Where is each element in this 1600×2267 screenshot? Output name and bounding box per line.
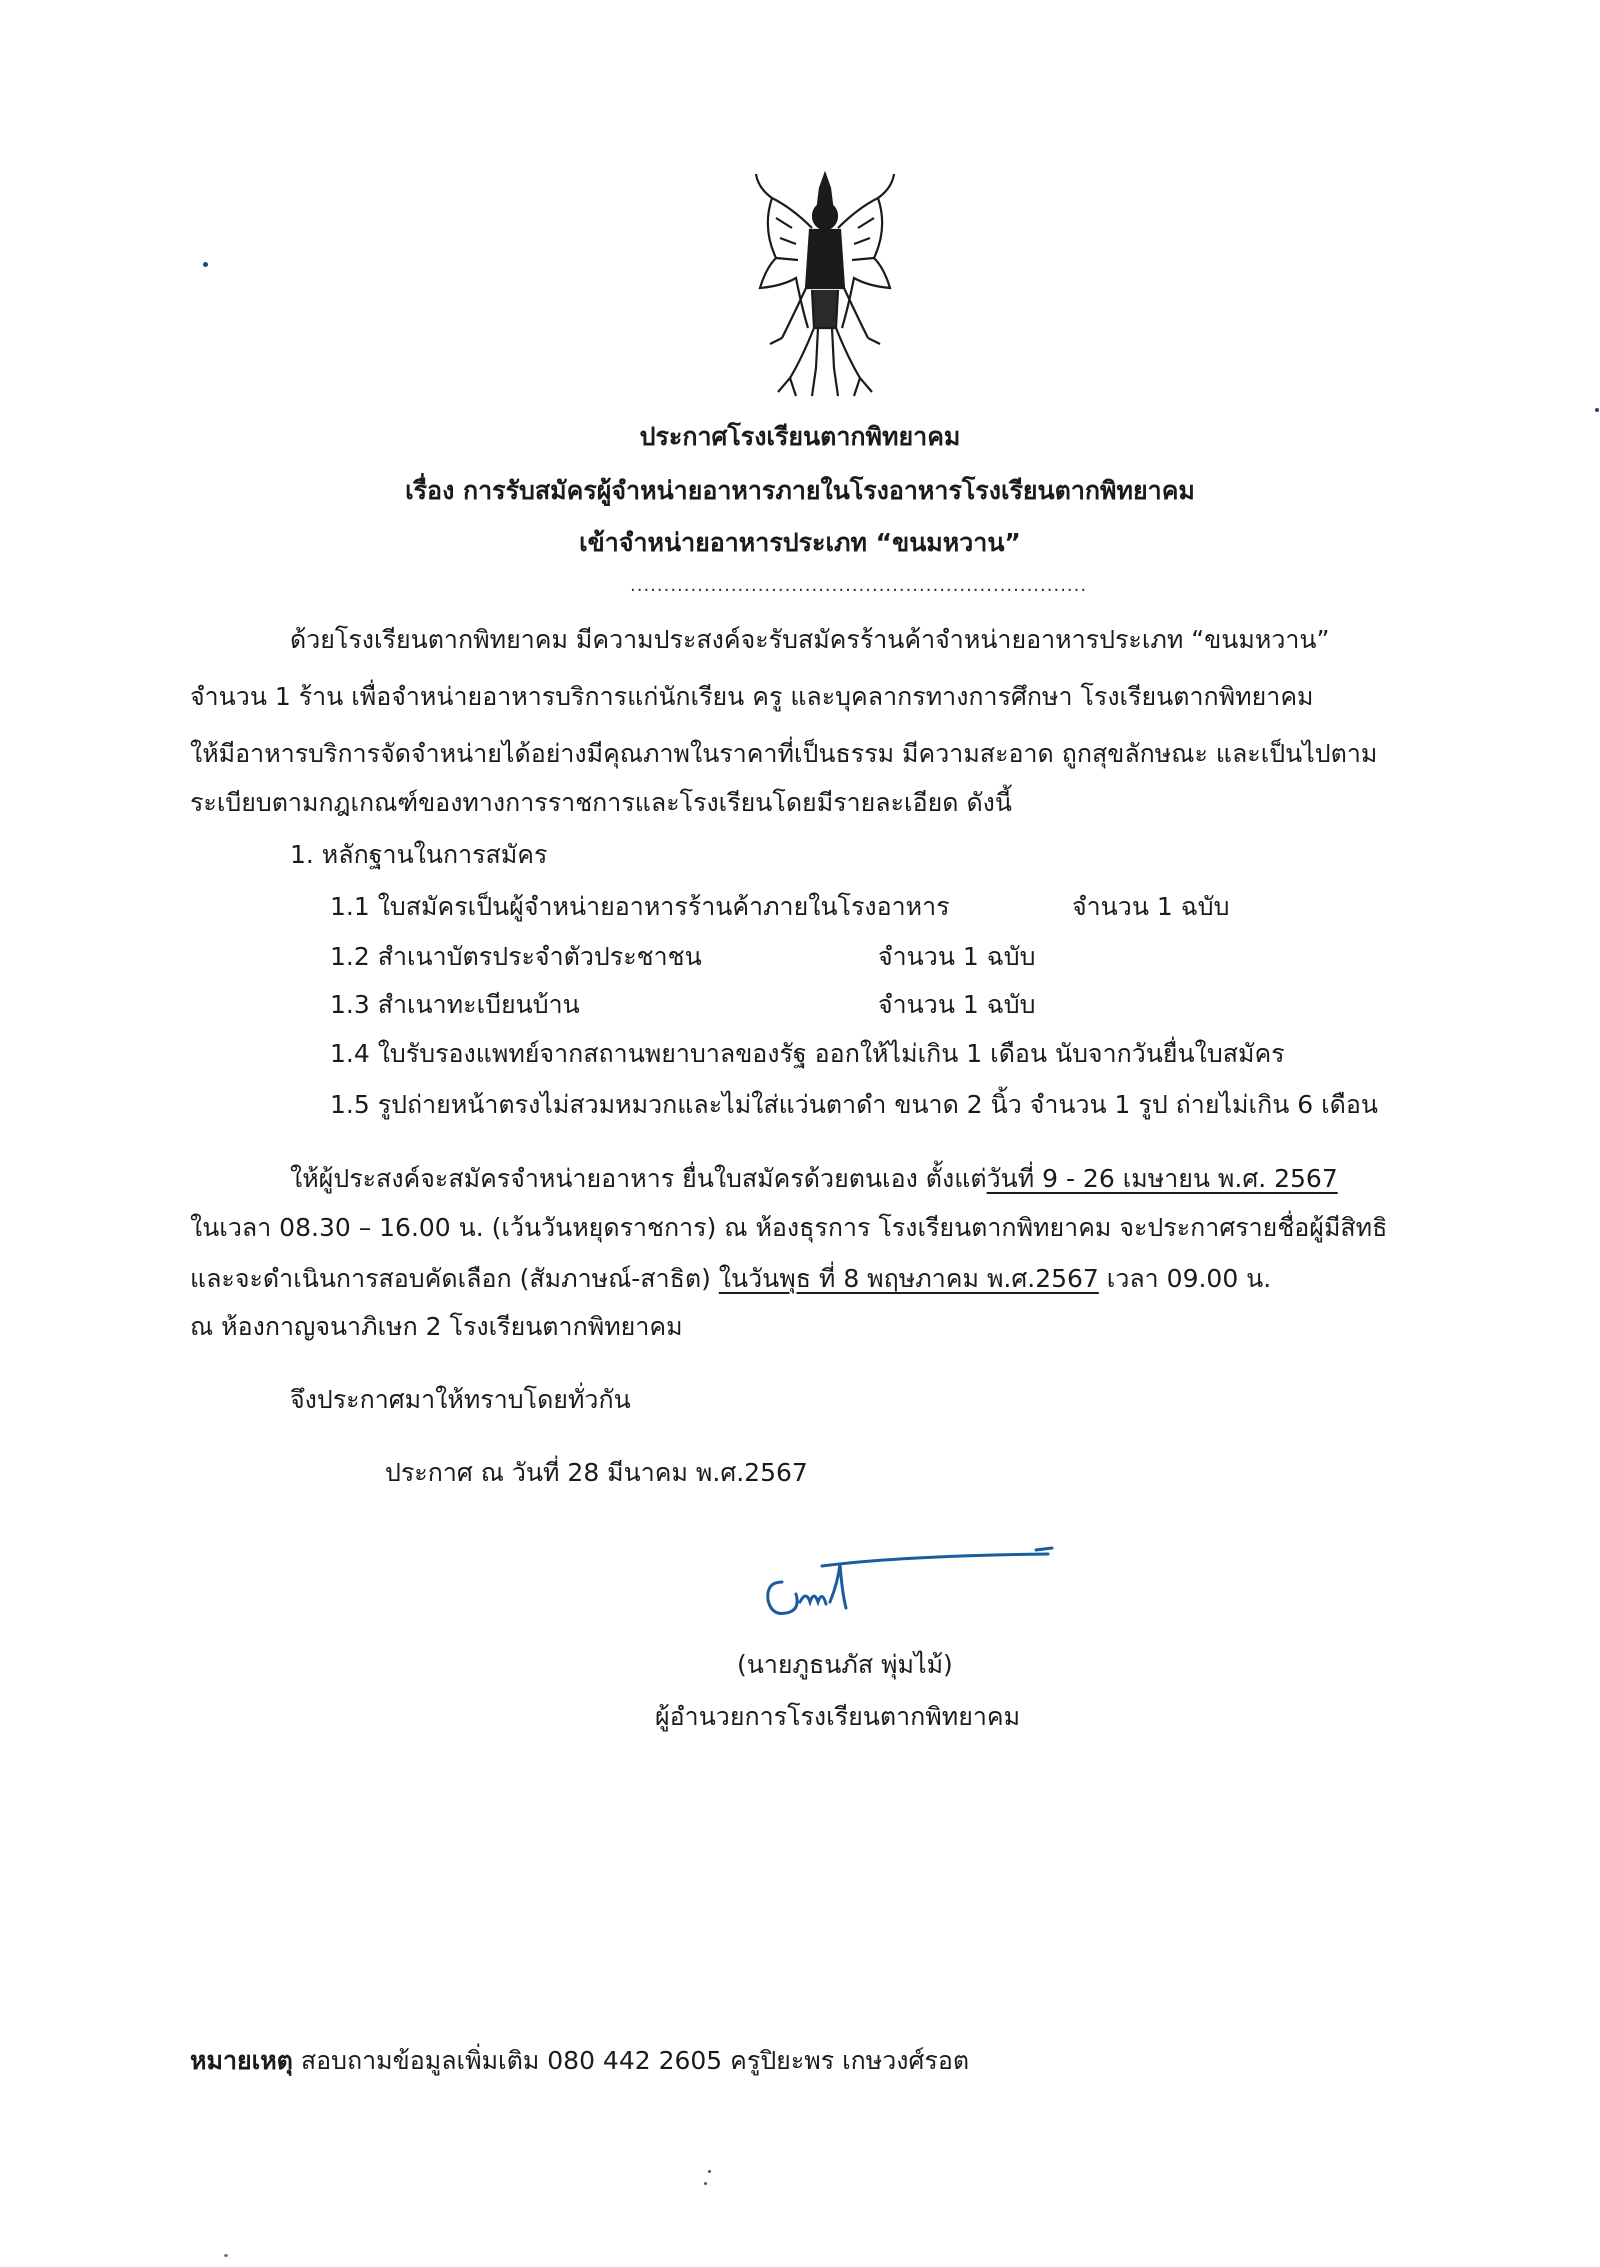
application-time: เวลา 09.00 น. — [1098, 1264, 1272, 1293]
selection-date: ในวันพุธ ที่ 8 พฤษภาคม พ.ศ.2567 — [718, 1264, 1099, 1293]
requirement-item: 1.1 ใบสมัครเป็นผู้จำหน่ายอาหารร้านค้าภายในโรงอาหาร — [330, 892, 950, 921]
scan-speck — [224, 2254, 228, 2257]
intro-line-2: จำนวน 1 ร้าน เพื่อจำหน่ายอาหารบริการแก่นักเรียน ครู และบุคลากรทางการศึกษา โรงเรียนตากพิทยาคม — [190, 682, 1314, 711]
signature-image — [760, 1542, 1060, 1632]
application-text: ให้ผู้ประสงค์จะสมัครจำหน่ายอาหาร ยื่นใบสมัครด้วยตนเอง ตั้งแต่ — [290, 1164, 987, 1193]
announcement-date: ประกาศ ณ วันที่ 28 มีนาคม พ.ศ.2567 — [385, 1458, 808, 1487]
scan-speck — [1595, 408, 1599, 412]
garuda-emblem-icon — [752, 168, 898, 400]
requirement-item: 1.5 รูปถ่ายหน้าตรงไม่สวมหมวกและไม่ใส่แว่นตาดำ ขนาด 2 นิ้ว จำนวน 1 รูป ถ่ายไม่เกิน 6 เดือน — [330, 1090, 1378, 1119]
requirement-qty: จำนวน 1 ฉบับ — [878, 942, 1036, 971]
announcement-subject: เรื่อง การรับสมัครผู้จำหน่ายอาหารภายในโรงอาหารโรงเรียนตากพิทยาคม — [405, 476, 1195, 505]
application-line-1 — [290, 1162, 1338, 1196]
scan-speck — [708, 2170, 711, 2173]
intro-line-4: ระเบียบตามกฎเกณฑ์ของทางการราชการและโรงเรียนโดยมีรายละเอียด ดังนี้ — [190, 788, 1012, 817]
application-line-3 — [190, 1262, 1271, 1296]
closing-announce: จึงประกาศมาให้ทราบโดยทั่วกัน — [290, 1385, 631, 1414]
requirement-item: 1.2 สำเนาบัตรประจำตัวประชาชน — [330, 942, 702, 971]
requirement-item: 1.4 ใบรับรองแพทย์จากสถานพยาบาลของรัฐ ออกให้ไม่เกิน 1 เดือน นับจากวันยื่นใบสมัคร — [330, 1039, 1285, 1068]
requirement-qty: จำนวน 1 ฉบับ — [1072, 892, 1230, 921]
announcement-title: ประกาศโรงเรียนตากพิทยาคม — [639, 422, 961, 451]
requirement-qty: จำนวน 1 ฉบับ — [878, 990, 1036, 1019]
note-text: สอบถามข้อมูลเพิ่มเติม 080 442 2605 ครูปิยะพร เกษวงศ์รอต — [292, 2046, 970, 2075]
scan-speck — [704, 2182, 707, 2185]
signatory-name: (นายภูธนภัส พุ่มไม้) — [737, 1650, 953, 1679]
application-line-4: ณ ห้องกาญจนาภิเษก 2 โรงเรียนตากพิทยาคม — [190, 1312, 683, 1341]
note-line — [190, 2044, 969, 2078]
application-line-2: ในเวลา 08.30 – 16.00 น. (เว้นวันหยุดราชการ) ณ ห้องธุรการ โรงเรียนตากพิทยาคม จะประกาศรายชื่อผู้มีสิทธิ — [190, 1213, 1388, 1242]
note-label: หมายเหตุ — [190, 2046, 293, 2075]
intro-line-1: ด้วยโรงเรียนตากพิทยาคม มีความประสงค์จะรับสมัครร้านค้าจำหน่ายอาหารประเภท “ขนมหวาน” — [290, 625, 1330, 654]
scan-speck — [203, 262, 208, 267]
signatory-position: ผู้อำนวยการโรงเรียนตากพิทยาคม — [655, 1702, 1021, 1731]
announcement-subject-2: เข้าจำหน่ายอาหารประเภท “ขนมหวาน” — [579, 528, 1021, 557]
requirements-heading: 1. หลักฐานในการสมัคร — [290, 840, 548, 869]
application-period: วันที่ 9 - 26 เมษายน พ.ศ. 2567 — [986, 1164, 1338, 1193]
intro-line-3: ให้มีอาหารบริการจัดจำหน่ายได้อย่างมีคุณภาพในราคาที่เป็นธรรม มีความสะอาด ถูกสุขลักษณะ และเป็นไปตาม — [190, 739, 1378, 768]
title-divider: .................................................................... — [630, 575, 1088, 596]
application-text: และจะดำเนินการสอบคัดเลือก (สัมภาษณ์-สาธิต) — [190, 1264, 719, 1293]
requirement-item: 1.3 สำเนาทะเบียนบ้าน — [330, 990, 580, 1019]
